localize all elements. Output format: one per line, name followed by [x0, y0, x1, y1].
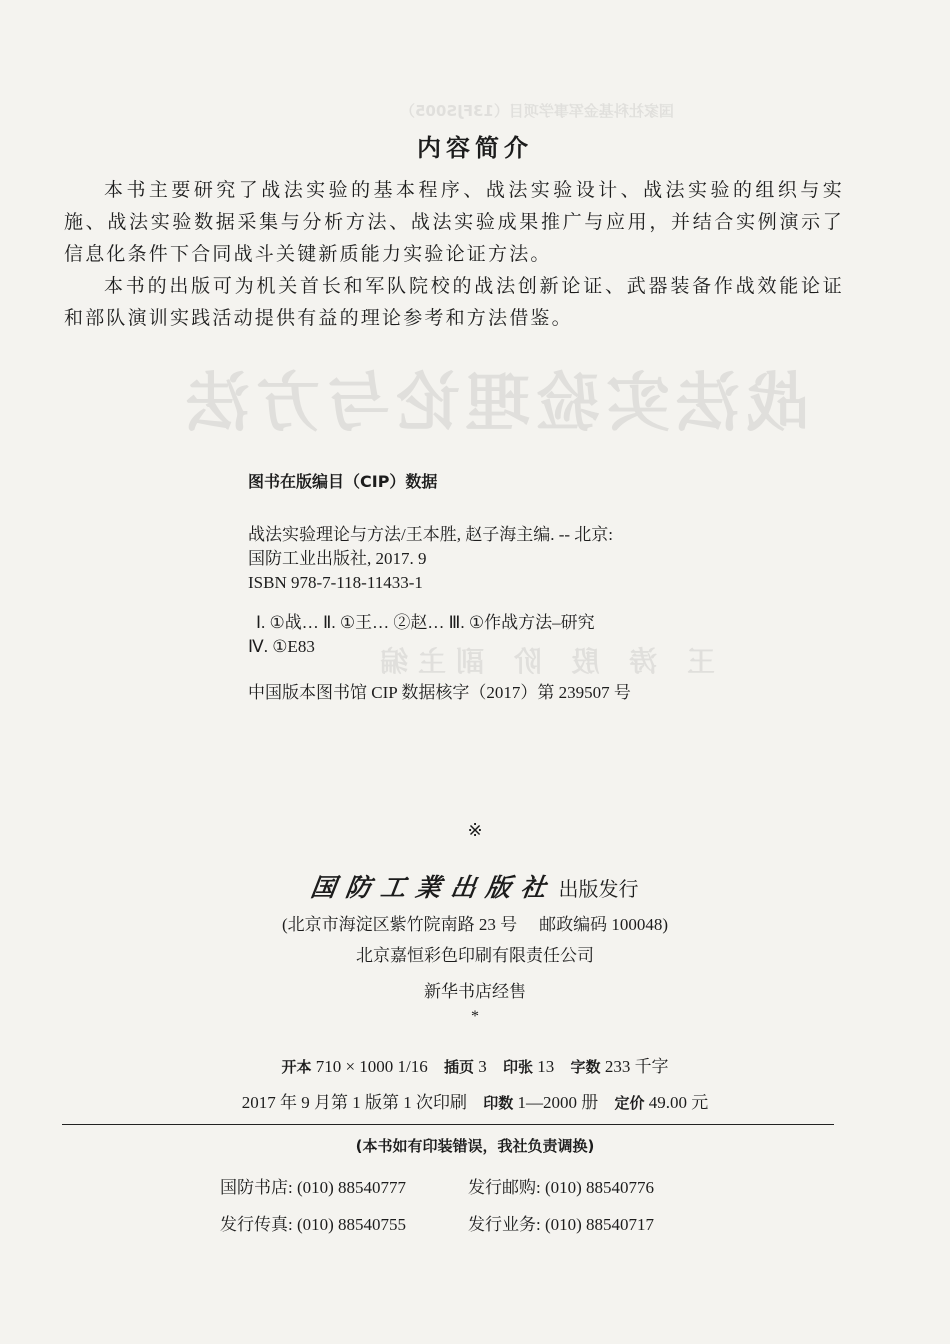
specs-line [0, 1052, 950, 1077]
plates-label: 插页 [444, 1058, 475, 1076]
reference-mark: ※ [467, 820, 483, 840]
printing-line [0, 1088, 950, 1113]
contact-label: 发行传真: [220, 1215, 293, 1234]
contact-item [468, 1173, 654, 1198]
contact-item [468, 1210, 654, 1235]
contact-phone: (010) 88540755 [296, 1215, 407, 1234]
cip-classification [248, 611, 768, 659]
price-label: 定价 [614, 1094, 645, 1112]
cip-verification: 中国版本图书馆 CIP 数据核字（2017）第 239507 号 [248, 683, 631, 702]
contact-item [220, 1178, 406, 1197]
divider [62, 1124, 834, 1125]
format-label: 开本 [281, 1058, 312, 1076]
print-run-label: 印数 [483, 1094, 514, 1112]
quality-notice: (本书如有印装错误，我社负责调换) [355, 1137, 595, 1155]
publisher-line [0, 868, 950, 904]
contact-label: 国防书店: [220, 1178, 293, 1197]
contact-label: 发行邮购: [468, 1178, 541, 1197]
cip-classification-line1: Ⅰ. ①战… Ⅱ. ①王… ②赵… Ⅲ. ①作战方法–研究 [256, 613, 595, 632]
printer: 北京嘉恒彩色印刷有限责任公司 [356, 946, 594, 965]
plates-value: 3 [478, 1057, 487, 1076]
print-run-value: 1—2000 册 [517, 1093, 599, 1112]
cip-title: 图书在版编目（CIP）数据 [248, 472, 438, 491]
separator-star: * [471, 1008, 479, 1025]
contact-phone: (010) 88540717 [544, 1215, 655, 1234]
summary-heading: 内容简介 [417, 134, 533, 162]
publisher-suffix: 出版发行 [558, 879, 639, 901]
cip-isbn: ISBN 978-7-118-11433-1 [248, 573, 423, 592]
contact-phone: (010) 88540777 [296, 1178, 407, 1197]
publisher-logo-text: 国防工業出版社 [309, 873, 559, 902]
summary-paragraph-1: 本书主要研究了战法实验的基本程序、战法实验设计、战法实验的组织与实施、战法实验数据采集与分析方法、战法实验成果推广与应用，并结合实例演示了信息化条件下合同战斗关键新质能力实验论证方法。 [64, 179, 844, 265]
sheets-value: 13 [537, 1057, 555, 1076]
cip-entry-line2: 国防工业出版社, 2017. 9 [248, 549, 427, 568]
cip-entry-line1: 战法实验理论与方法/王本胜, 赵子海主编. -- 北京: [248, 525, 614, 544]
bleed-through-line: 国家社科基金军事学项目（13FJS005） [400, 102, 674, 120]
distributor: 新华书店经售 [424, 982, 526, 1001]
contacts-row [220, 1173, 655, 1198]
contact-label: 发行业务: [468, 1215, 541, 1234]
publisher-address-line [0, 910, 950, 935]
words-value: 233 千字 [604, 1057, 669, 1076]
price-value: 49.00 元 [648, 1093, 709, 1112]
bleed-through-title: 战法实验理论与方法 [180, 367, 810, 441]
cip-classification-line2: Ⅳ. ①E83 [248, 637, 315, 656]
contact-phone: (010) 88540776 [544, 1178, 655, 1197]
words-label: 字数 [570, 1058, 601, 1076]
contact-item [220, 1215, 406, 1234]
format-value: 710 × 1000 1/16 [315, 1057, 428, 1076]
sheets-label: 印张 [503, 1058, 534, 1076]
cip-entry [248, 523, 768, 595]
publisher-address: (北京市海淀区紫竹院南路 23 号 [281, 915, 518, 934]
bleed-through-authors: 王 涛 殷 阶 副主编 [370, 645, 715, 678]
summary-paragraph-2: 本书的出版可为机关首长和军队院校的战法创新论证、武器装备作战效能论证和部队演训实践活动提供有益的理论参考和方法借鉴。 [64, 275, 844, 329]
contacts-row [220, 1210, 655, 1235]
publisher-postcode: 邮政编码 100048) [539, 915, 669, 934]
edition: 2017 年 9 月第 1 版第 1 次印刷 [241, 1093, 467, 1112]
